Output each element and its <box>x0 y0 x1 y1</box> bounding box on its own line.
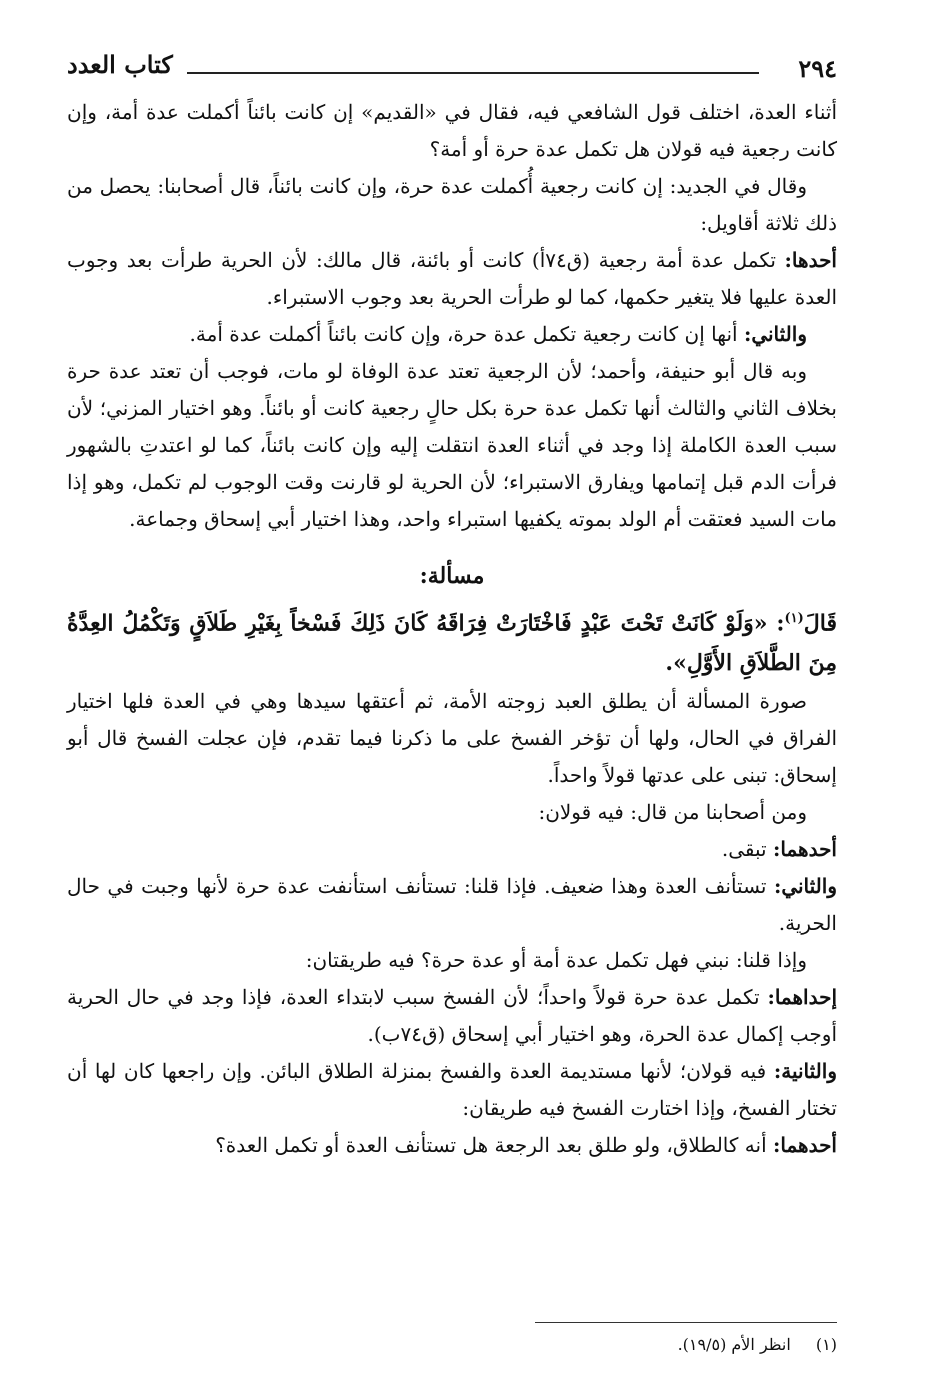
paragraph <box>67 1127 837 1164</box>
paragraph <box>67 168 837 242</box>
paragraph-label: أحدهما: <box>772 1133 837 1158</box>
book-title: كتاب العدد <box>67 50 173 79</box>
quote-lead: قَالَ <box>803 610 837 637</box>
paragraph <box>67 353 837 538</box>
paragraph-label: والثاني: <box>773 874 837 899</box>
paragraph <box>67 242 837 316</box>
section-title: مسألة: <box>419 563 485 589</box>
paragraph <box>67 868 837 942</box>
footnote <box>497 1333 837 1357</box>
paragraph-text: فيه قولان؛ لأنها مستديمة العدة والفسخ بمنزلة الطلاق البائن. وإن راجعها كان لها أن تختار الفسخ، وإذا اختارت الفسخ فيه طريقان: <box>67 1059 837 1121</box>
main-text <box>67 94 837 1164</box>
paragraph-text: أنها إن كانت رجعية تكمل عدة حرة، وإن كانت بائناً أكملت عدة أمة. <box>189 322 738 346</box>
header-rule <box>187 72 759 74</box>
paragraph-text: تكمل عدة أمة رجعية (ق٧٤أ) كانت أو بائنة، قال مالك: لأن الحرية طرأت بعد وجوب العدة عليها فلا يتغير حكمها، كما لو طرأت الحرية بعد وجوب الاستبراء. <box>67 248 837 309</box>
paragraph-text: صورة المسألة أن يطلق العبد زوجته الأمة، ثم أعتقها سيدها وهي في العدة فلها اختيار الفراق في الحال، ولها أن تؤخر الفسخ على ما ذكرنا فيما تقدم، فإن عجلت الفسخ قال أبو إسحاق: تبنى على عدتها قولاً واحداً. <box>67 689 837 788</box>
paragraph <box>67 316 837 353</box>
paragraph-text: تبقى. <box>721 837 767 862</box>
quote-body: : «وَلَوْ كَانَتْ تَحْتَ عَبْدٍ فَاخْتَارَتْ فِرَاقَهُ كَانَ ذَلِكَ فَسْخاً بِغَيْرِ طَلاَقٍ وَتَكْمُلُ العِدَّةُ مِنَ الطَّلاَقِ الأَوَّلِ». <box>67 610 837 677</box>
footnote-marker: (١) <box>784 611 804 626</box>
paragraph <box>67 942 837 979</box>
book-page <box>67 40 837 1164</box>
paragraph-text: ومن أصحابنا من قال: فيه قولان: <box>538 800 807 825</box>
paragraph <box>67 1053 837 1127</box>
paragraph <box>67 831 837 868</box>
paragraph <box>67 794 837 831</box>
paragraph-text: وإذا قلنا: نبني فهل تكمل عدة أمة أو عدة حرة؟ فيه طريقتان: <box>305 948 807 973</box>
paragraph <box>67 94 837 168</box>
paragraph-label: أحدهما: <box>772 837 837 862</box>
page-number: ٢٩٤ <box>798 54 837 83</box>
footnote-number: (١) <box>815 1335 837 1354</box>
paragraph-text: تكمل عدة حرة قولاً واحداً؛ لأن الفسخ سبب لابتداء العدة، فإذا وجد في حال الحرية أوجب إكمال عدة الحرة، وهو اختيار أبي إسحاق (ق٧٤ب). <box>67 985 837 1047</box>
paragraph-text: أثناء العدة، اختلف قول الشافعي فيه، فقال في «القديم» إن كانت بائناً أكملت عدة أمة، وإن كانت رجعية فيه قولان هل تكمل عدة حرة أو أمة؟ <box>67 100 837 161</box>
paragraph <box>67 683 837 794</box>
paragraph-text: أنه كالطلاق، ولو طلق بعد الرجعة هل تستأنف العدة أو تكمل العدة؟ <box>215 1133 767 1158</box>
paragraph <box>67 979 837 1053</box>
page-header <box>67 40 837 82</box>
paragraph-text: وقال في الجديد: إن كانت رجعية أُكملت عدة حرة، وإن كانت بائناً، قال أصحابنا: يحصل من ذلك ثلاثة أقاويل: <box>67 174 837 235</box>
quoted-text <box>67 599 837 683</box>
paragraph-text: وبه قال أبو حنيفة، وأحمد؛ لأن الرجعية تعتد عدة الوفاة لو مات، فوجب أن تعتد عدة حرة بخلاف الثاني والثالث أنها تكمل عدة حرة بكل حالٍ رجعية كانت أو بائناً. وهو اختيار المزني؛ لأن سبب العدة الكاملة إذا وجد في أثناء العدة انتقلت إليه وإن كانت بائناً، كما لو اعتدتِ بالشهور فرأت الدم قبل إتمامها ويفارق الاستبراء؛ لأن الحرية لو قارنت وقت الوجوب لم تكمل، وهو إذا مات السيد فعتقت أم الولد بموته يكفيها استبراء واحد، وهذا اختيار أبي إسحاق وجماعة. <box>67 359 837 531</box>
footnote-text: انظر الأم (١٩/٥). <box>677 1335 791 1354</box>
paragraph-label: والثانية: <box>773 1059 837 1084</box>
paragraph-label: والثاني: <box>743 322 807 346</box>
footnote-separator <box>535 1322 837 1323</box>
paragraph-label: إحداهما: <box>767 985 837 1010</box>
paragraph-label: أحدها: <box>784 248 837 272</box>
paragraph-text: تستأنف العدة وهذا ضعيف. فإذا قلنا: تستأنف استأنفت عدة حرة لأنها وجبت في حال الحرية. <box>67 874 837 936</box>
